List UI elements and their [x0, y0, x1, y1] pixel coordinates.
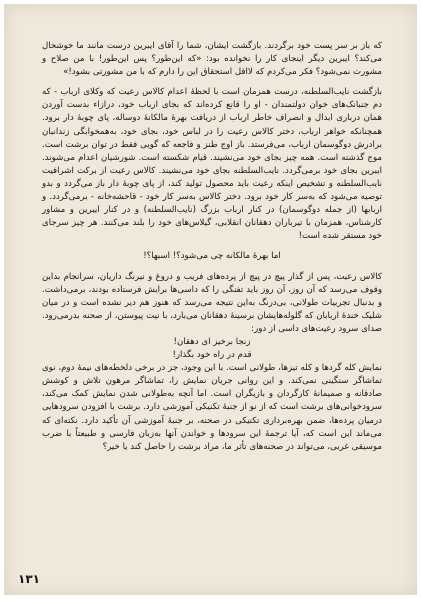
paragraph-3: کالاس رعیت، پس از گذار پیچ در پیچ از پرده‌های فریب و دروغ و نیرنگ داریان، سرانجام بداین وقوف می‌رسد که آن روز، آن روز باید تفنگی را که داسی‌ها برایش فرستاده بودند، برمی‌داشت. و بدنبال تجربیات طولانی، بی‌درنگ به‌این نتیجه می‌رسد که هنوز هم دیر نشده است و در میان شلیک خندهٔ اربابان که گلوله‌هایشان برسینهٔ دهقانان می‌بارد، با نیت پیوستن، از صحنه بدرمی‌رود. صدای سرود رعیت‌های داسی از دور:	[42, 271, 382, 334]
paragraph-4: نمایش کله گردها و کله تیزها، طولانی است. با این وجود، جز در برخی دلخطه‌های نیمهٔ دوم، نوی تماشاگر سنگینی نمی‌کند. و این روانی جریان نمایش را، تماشاگر مرهون تلاش و کوشش صادقانه و صمیمانهٔ کارگردان و بازیگران است. اما آنچه به‌طولانی شدن نمایش کمک می‌کند، سرودخوانی‌های برشت است که از نو از جنبهٔ تکنیکی آموزشی دارد. برشت با افزودن سرودهایی درمیان پرده‌ها، ضمن بهره‌برداری تکنیکی در صحنه، بر جنبهٔ آموزشی آن تأکید دارد. نکته‌ای که می‌ماند این است که، آیا ترجمهٔ این سرودها و خواندن آنها به‌زبان فارسی و طبیعتاً با ضرب موسیقی غربی، می‌تواند در صحنه‌های تأثر ما، مراد برشت را حاصل کند یا خیر؟	[42, 363, 382, 452]
paragraph-2: بازگشت نایب‌السلطنه، درست همزمان است با لحظهٔ اعدام کالاس رعیت که وکلای ارباب - که دم جنبانک‌های خوان دولتمندان - او را قانع کرده‌اند که بجای ارباب خود، درازاء بدست آوردن همان درباری ابدال و انصراف خاطر ارباب از دریافت بهرهٔ مالکانهٔ دوساله، پای چوبهٔ دار برود. همچنانکه خواهر ارباب، دختر کالاس رعیت را در لباس خود، بجای خود، به‌همخوابگی زندانبان برادرش دوگوسمان ارباب، می‌فرستد. باز اوج طنز و فاجعه که گویی فقط در توان برشت است. موج گذشته است. همه چیز بجای خود می‌نشیند. قیام شکسته است. شورشیان اعدام می‌شوند. ایبرین بجای خود برمی‌گردد. نایب‌السلطنه بجای خود می‌نشیند. کالاس رعیت از برکت اشرافیت نایب‌السلطنه و تشخیص اینکه رعیت باید محصول تولید کند، از پای چوبهٔ دار باز می‌گردد و بدو توصیه می‌شود که به‌سر کار خود برود. دختر کالاس به‌سر کار خود - قاحشه‌خانه - برمی‌گردد. و اربابها (از جمله دوگوسمان) در کنار ارباب بزرگ (نایب‌السلطنه) و در کنار ایبرین و مشاور کارشناس، همزمان با تیرباران دهقانان انقلابی، گیلاس‌های خود را بلند می‌کنند. هر چیز سرجای خود مستقر شده است!	[42, 87, 382, 242]
paragraph-gap	[42, 264, 382, 271]
paragraph-gap	[42, 79, 382, 86]
page-number: ۱۳۱	[18, 572, 40, 586]
book-page	[4, 4, 417, 595]
body-text	[42, 40, 382, 454]
paragraph-gap	[42, 243, 382, 250]
paragraph-question: اما بهرهٔ مالکانه چی می‌شود؟! اسبها؟!	[143, 251, 281, 262]
song-line-1: زنجا برخیز ای دهقان!	[173, 336, 251, 347]
song-line-2: قدم در راه خود بگذار!	[172, 350, 252, 361]
paragraph-1: که باز بر سر پست خود برگردند. بازگشت ایشان، شما را آقای ایبرین درست مانند ما خوشحال می‌کند؟ ایبرین دیگر اینجای کار را نخوانده بود: «که این‌طور؟ پس این‌طور! با من صلاح و مشورت نمی‌شود؟ فکر می‌کردم که لااقل استحقاق این را دارم که با من مشورتی بشود!»	[42, 41, 382, 78]
